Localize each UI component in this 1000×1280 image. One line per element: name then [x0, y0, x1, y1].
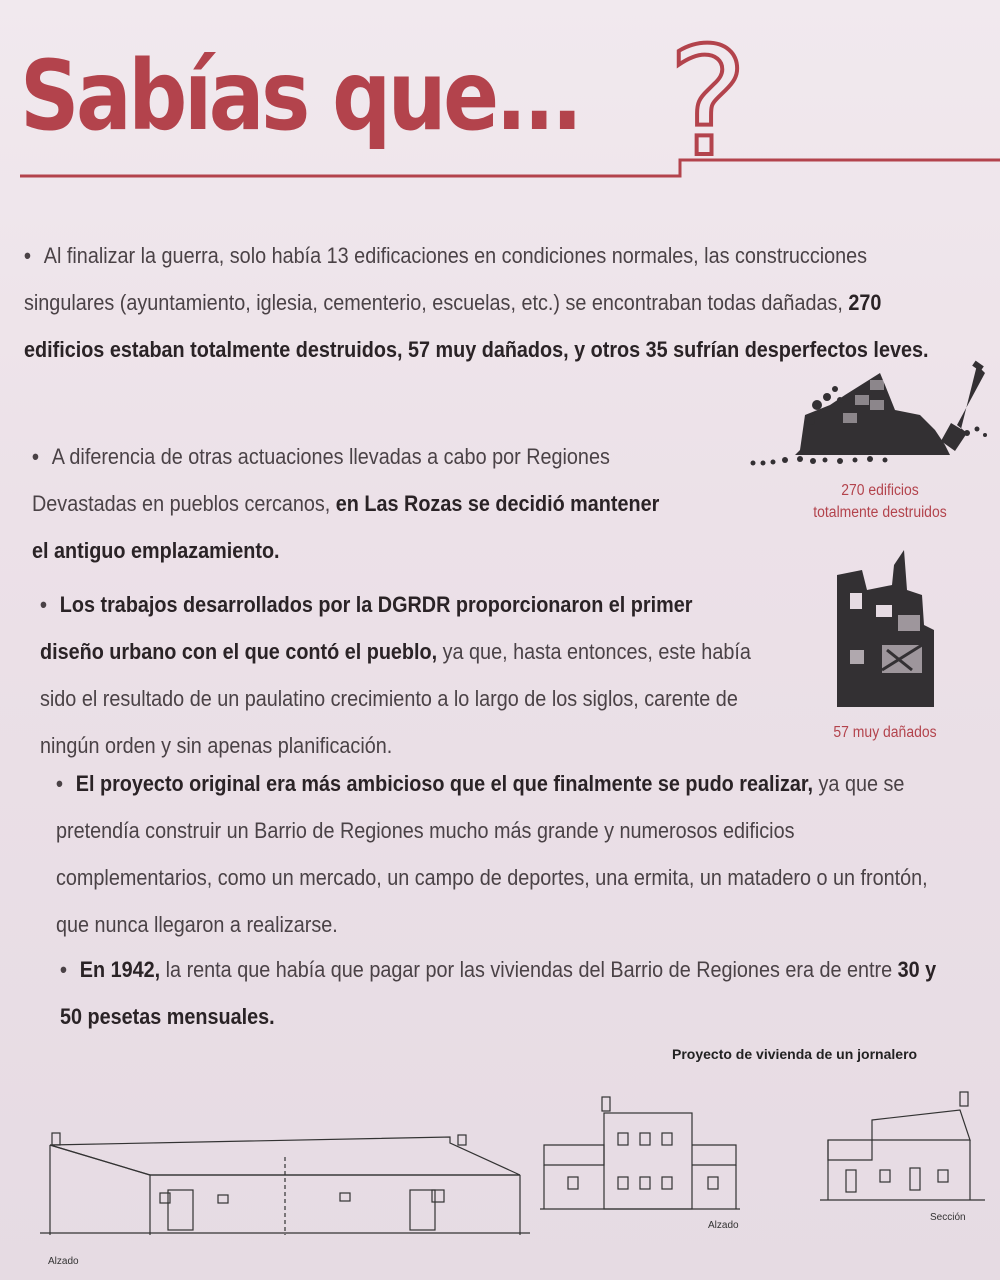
caption-damaged: 57 muy dañados [833, 724, 937, 741]
label-alzado-2: Alzado [708, 1220, 739, 1231]
project-caption: Proyecto de vivienda de un jornalero [672, 1046, 918, 1062]
bullet: • [60, 957, 67, 982]
damaged-building-illustration [832, 545, 942, 710]
rubble-illustration [745, 355, 995, 475]
section-drawing [820, 1080, 985, 1205]
bullet: • [40, 592, 47, 617]
paragraph-1: • Al finalizar la guerra, solo había 13 edificaciones en condiciones normales, las construcciones singulares (ayuntamiento, iglesia, cementerio, escuelas, etc.) se encontraban todas dañadas, 270 edificios estaban totalmente destruidos, 57 muy dañados, y otros 35 sufrían desperfectos leves. [24, 232, 933, 373]
caption-destroyed: 270 edificios totalmente destruidos [813, 482, 947, 521]
shovel [941, 365, 985, 451]
elevation-drawing-long [40, 1125, 530, 1240]
bullet: • [56, 771, 63, 796]
bullet: • [32, 444, 39, 469]
paragraph-2: • A diferencia de otras actuaciones llevadas a cabo por Regiones Devastadas en pueblos cercanos, en Las Rozas se decidió mantener el antiguo emplazamiento. [32, 433, 680, 574]
paragraph-3: • Los trabajos desarrollados por la DGRDR proporcionaron el primer diseño urbano con el que contó el pueblo, ya que, hasta entonces, este había sido el resultado de un paulatino crecimiento a lo largo de los siglos, carente de ningún orden y sin apenas planificación. [40, 581, 760, 769]
question-mark: ? [668, 16, 748, 190]
page-title: Sabías que... [20, 40, 580, 152]
label-alzado-1: Alzado [48, 1256, 79, 1267]
elevation-drawing-tall [540, 1085, 740, 1215]
title-underline [0, 0, 1000, 200]
label-seccion: Sección [930, 1212, 966, 1223]
bullet: • [24, 243, 31, 268]
paragraph-5: • En 1942, la renta que había que pagar por las viviendas del Barrio de Regiones era de entre 30 y 50 pesetas mensuales. [60, 946, 942, 1040]
paragraph-4: • El proyecto original era más ambicioso que el que finalmente se pudo realizar, ya que se pretendía construir un Barrio de Regiones mucho más grande y numerosos edificios complementarios, como un mercado, un campo de deportes, una ermita, un matadero o un frontón, que nunca llegaron a realizarse. [56, 760, 938, 948]
